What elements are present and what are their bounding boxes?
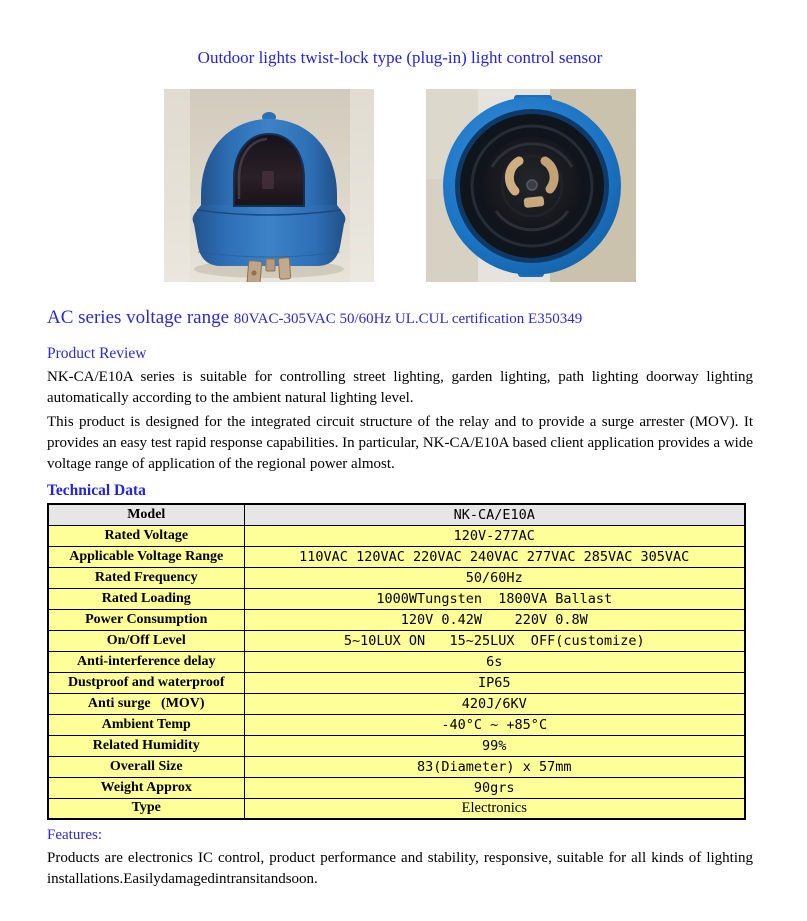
product-photos: [47, 89, 753, 282]
photocell-side-view-photo: [164, 89, 374, 282]
spec-value-cell: 5~10LUX ON 15~25LUX OFF(customize): [244, 630, 745, 651]
product-review-heading: Product Review: [47, 345, 147, 362]
spec-label-cell: Rated Loading: [48, 588, 244, 609]
spec-label-cell: Rated Frequency: [48, 567, 244, 588]
ac-series-detail: 80VAC-305VAC 50/60Hz UL.CUL certification E350349: [233, 311, 583, 327]
product-review-paragraph-2: This product is designed for the integrated circuit structure of the relay and to provide a surge arrester (MOV). It provides an easy test rapid response capabilities. In particular, NK-CA/E10A based client application provides a wide voltage range of application of the regional power almost.: [47, 414, 753, 472]
spec-value-cell: 1000WTungsten 1800VA Ballast: [244, 588, 745, 609]
table-row: [48, 525, 745, 546]
spec-value-cell: 6s: [244, 651, 745, 672]
spec-value-cell: 90grs: [244, 777, 745, 798]
spec-label-cell: Anti surge (MOV): [48, 693, 244, 714]
table-row: [48, 693, 745, 714]
spec-label-cell: Related Humidity: [48, 735, 244, 756]
spec-value-cell: 420J/6KV: [244, 693, 745, 714]
table-row: [48, 651, 745, 672]
spec-label-cell: Overall Size: [48, 756, 244, 777]
features-paragraph: Products are electronics IC control, product performance and stability, responsive, suitable for all kinds of lighting installations.Easilydamagedintransitandsoon.: [47, 850, 753, 887]
table-row: [48, 546, 745, 567]
spec-value-cell: 99%: [244, 735, 745, 756]
ac-series-heading: AC series voltage range: [47, 307, 234, 328]
spec-value-cell: 120V 0.42W 220V 0.8W: [244, 609, 745, 630]
table-row: [48, 588, 745, 609]
spec-value-cell: Electronics: [244, 798, 745, 819]
table-row: [48, 672, 745, 693]
spec-value-cell: 50/60Hz: [244, 567, 745, 588]
page-title: Outdoor lights twist-lock type (plug-in) light control sensor: [197, 48, 603, 67]
spec-label-cell: Applicable Voltage Range: [48, 546, 244, 567]
spec-label-cell: Anti-interference delay: [48, 651, 244, 672]
product-review-paragraph-1: NK-CA/E10A series is suitable for controlling street lighting, garden lighting, path lighting doorway lighting automatically according to the ambient natural lighting level.: [47, 369, 753, 406]
table-row: [48, 609, 745, 630]
technical-data-table: [47, 503, 746, 820]
sensor-lens-window: [234, 134, 304, 206]
spec-label-cell: Dustproof and waterproof: [48, 672, 244, 693]
table-row: [48, 714, 745, 735]
photocell-bottom-view-photo: [426, 89, 636, 282]
table-row: [48, 798, 745, 819]
spec-label-cell: Type: [48, 798, 244, 819]
spec-label-cell: Model: [48, 504, 244, 525]
spec-label-cell: Weight Approx: [48, 777, 244, 798]
features-heading: Features:: [47, 827, 102, 843]
spec-value-cell: 110VAC 120VAC 220VAC 240VAC 277VAC 285VAC 305VAC: [244, 546, 745, 567]
center-screw: [527, 180, 537, 190]
technical-data-table-body: [48, 504, 745, 819]
table-row: [48, 504, 745, 525]
spec-value-cell: IP65: [244, 672, 745, 693]
spec-value-cell: 120V-277AC: [244, 525, 745, 546]
spec-label-cell: Power Consumption: [48, 609, 244, 630]
spec-label-cell: Ambient Temp: [48, 714, 244, 735]
spec-value-cell: NK-CA/E10A: [244, 504, 745, 525]
spec-label-cell: Rated Voltage: [48, 525, 244, 546]
spec-label-cell: On/Off Level: [48, 630, 244, 651]
spec-value-cell: -40°C ~ +85°C: [244, 714, 745, 735]
table-row: [48, 630, 745, 651]
table-row: [48, 735, 745, 756]
technical-data-heading: Technical Data: [47, 482, 146, 499]
table-row: [48, 567, 745, 588]
ac-series-line: [47, 307, 753, 330]
table-row: [48, 777, 745, 798]
table-row: [48, 756, 745, 777]
spec-value-cell: 83(Diameter) x 57mm: [244, 756, 745, 777]
